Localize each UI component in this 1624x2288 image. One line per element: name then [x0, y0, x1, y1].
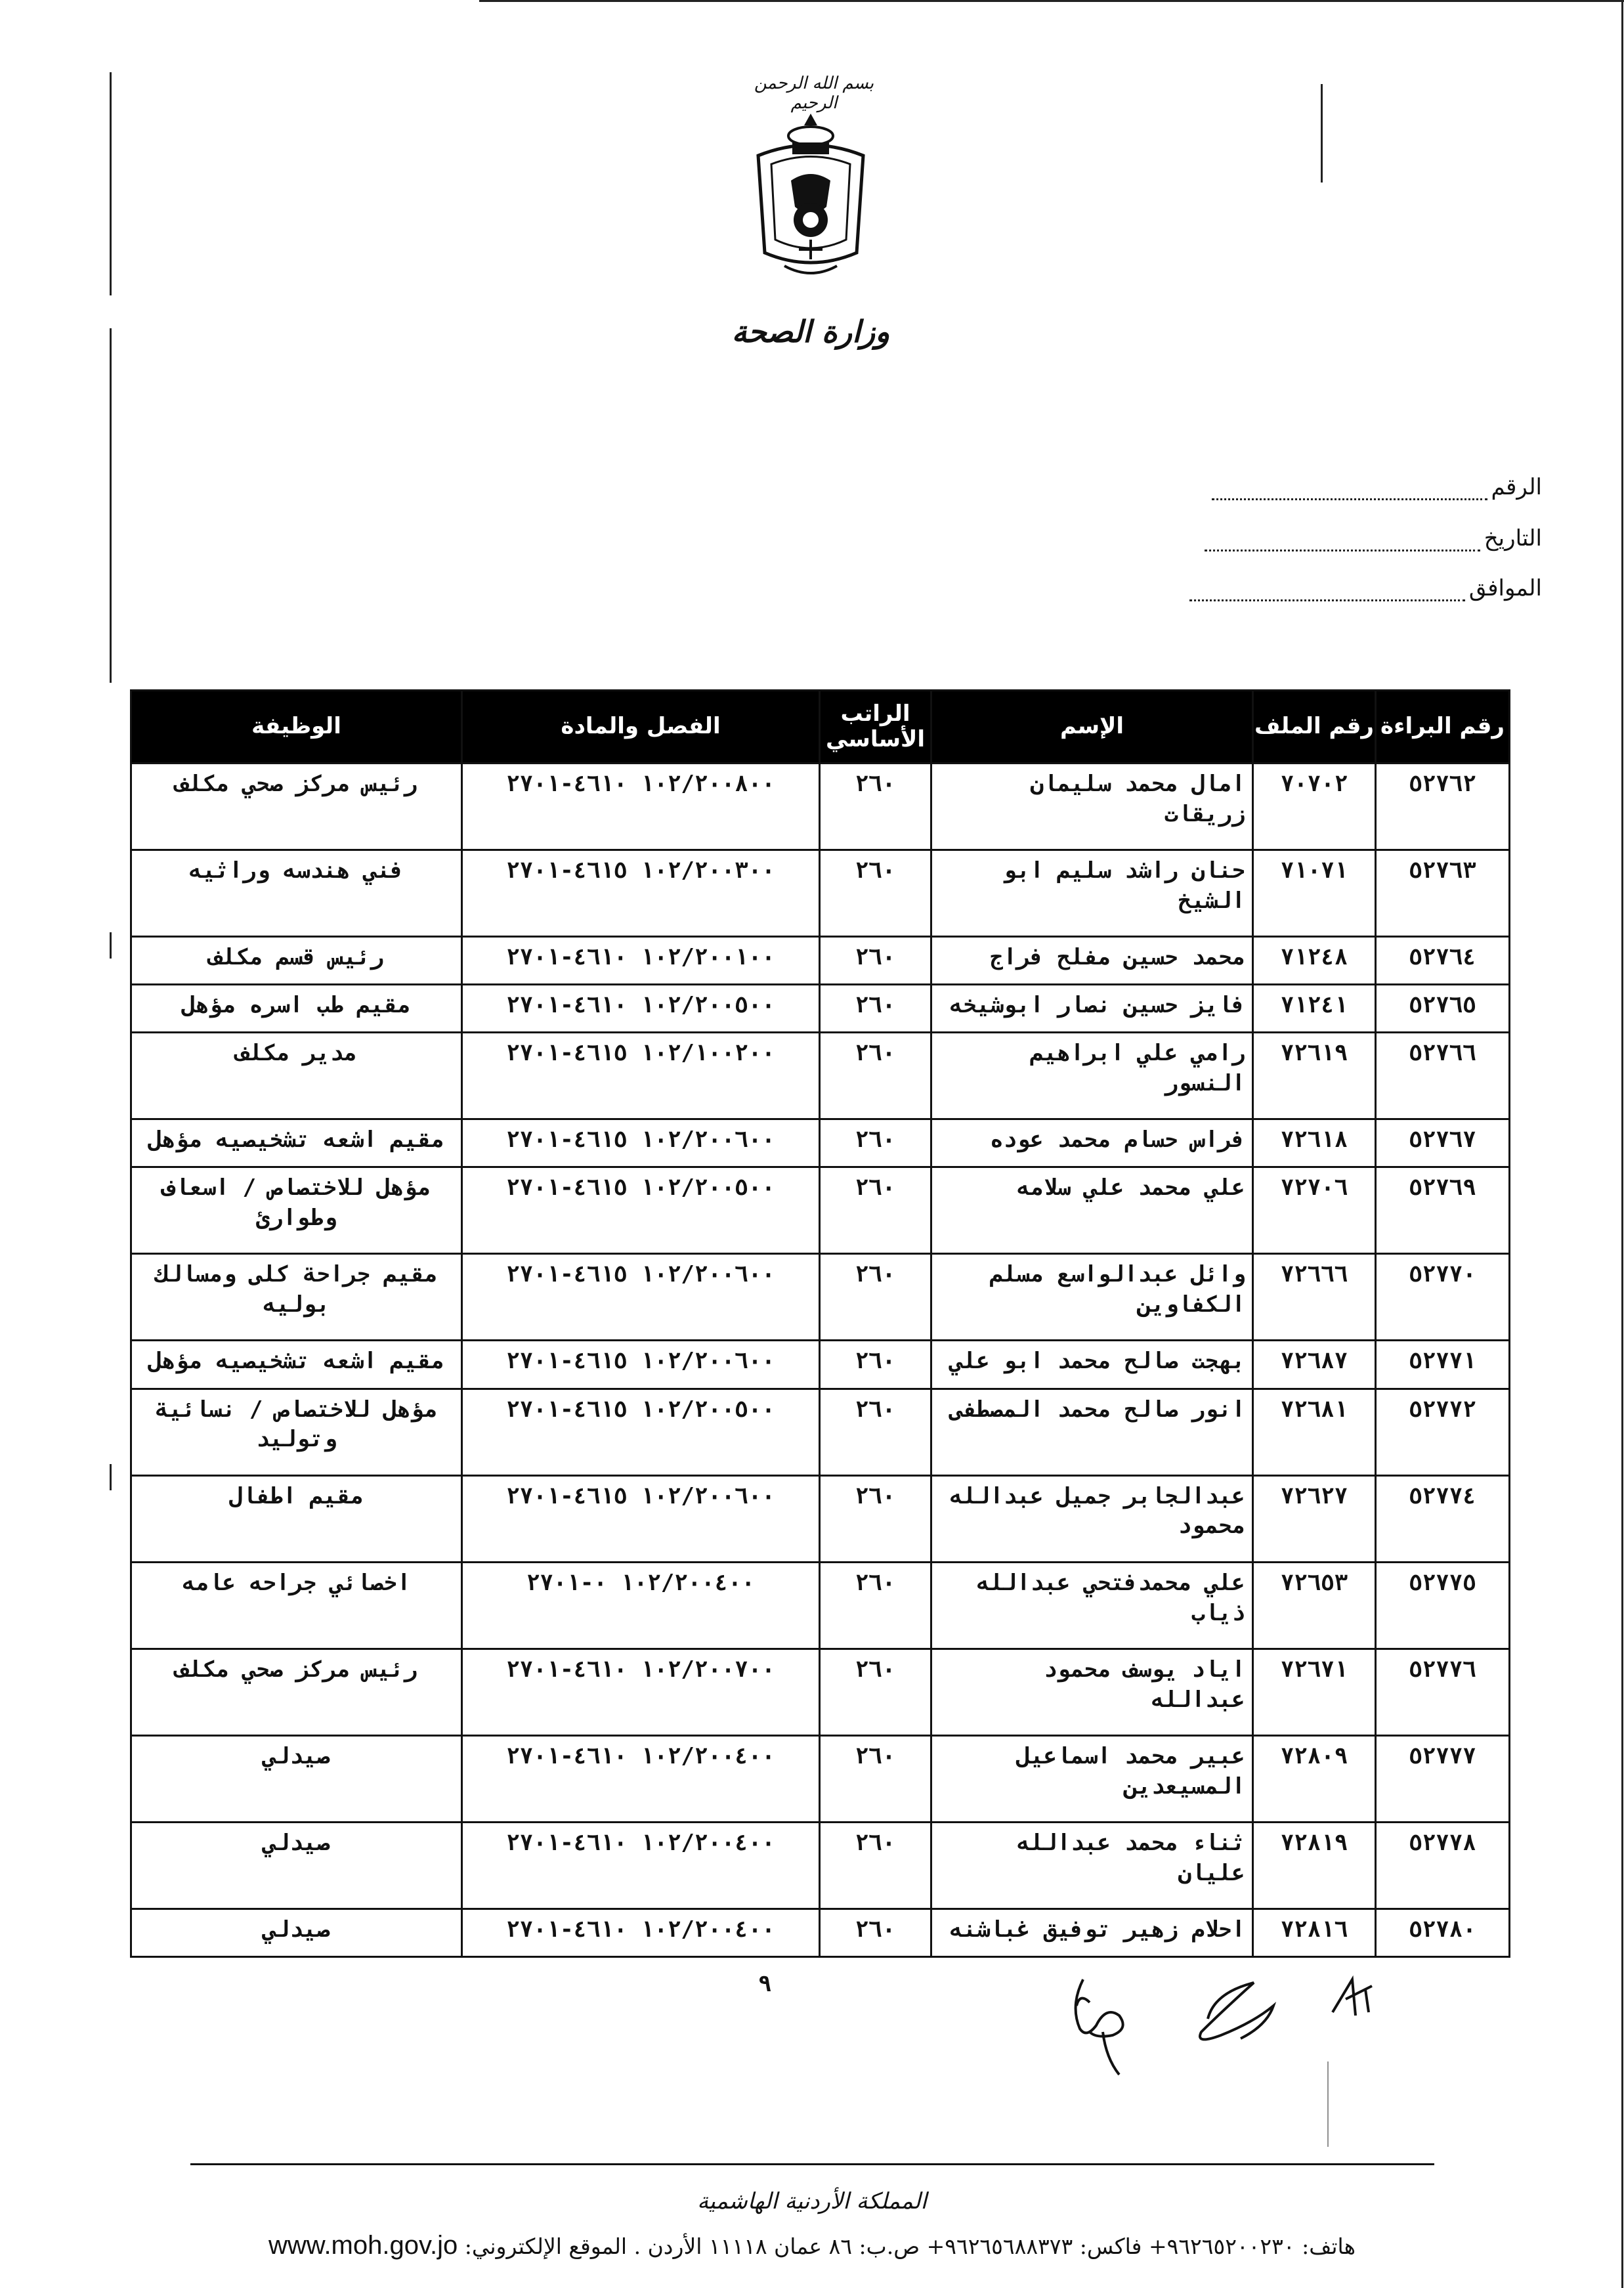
col-header-basic-salary: الراتب الأساسي: [820, 691, 931, 764]
handwritten-signatures: [1057, 1966, 1424, 2081]
receipt-no-cell: ٥٢٧٦٦: [1376, 1033, 1510, 1119]
name-cell: فراس حسام محمد عوده: [931, 1119, 1253, 1167]
scan-mark-left: [110, 328, 112, 683]
job-cell: مقيم جراحة كلى ومسالك بوليه: [131, 1254, 462, 1341]
receipt-no-cell: ٥٢٧٦٥: [1376, 985, 1510, 1033]
name-cell: وائل عبدالواسع مسلم الكفاوين: [931, 1254, 1253, 1341]
footer-divider: [190, 2163, 1434, 2165]
salary-cell: ٢٦٠: [820, 1735, 931, 1822]
table-row: [131, 1167, 1510, 1254]
salary-cell: ٢٦٠: [820, 1119, 931, 1167]
file-no-cell: ٧١٢٤٨: [1253, 937, 1376, 985]
job-cell: مؤهل للاختصاص / نسائية وتوليد: [131, 1389, 462, 1475]
file-no-cell: ٧٢٨٠٩: [1253, 1735, 1376, 1822]
salary-cell: ٢٦٠: [820, 1909, 931, 1956]
salary-cell: ٢٦٠: [820, 1167, 931, 1254]
footer-website-link[interactable]: www.moh.gov.jo: [268, 2231, 458, 2260]
file-no-cell: ٧٢٦١٨: [1253, 1119, 1376, 1167]
chapter-article-cell: ١٠٢/٢٠٠٦٠٠ ٤٦١٥-٢٧٠١: [462, 1341, 820, 1389]
name-cell: اياد يوسف محمود عبدالله: [931, 1649, 1253, 1735]
job-cell: اخصائي جراحه عامه: [131, 1562, 462, 1649]
receipt-no-cell: ٥٢٧٧٨: [1376, 1822, 1510, 1909]
corresponding-date-line: [1189, 582, 1465, 601]
chapter-article-cell: ١٠٢/٢٠٠٦٠٠ ٤٦١٥-٢٧٠١: [462, 1475, 820, 1562]
job-cell: صيدلي: [131, 1735, 462, 1822]
salary-cell: ٢٦٠: [820, 1475, 931, 1562]
date-field: [1205, 525, 1542, 551]
salary-cell: ٢٦٠: [820, 764, 931, 850]
jordan-coat-of-arms-emblem: [745, 108, 876, 286]
file-no-cell: ٧١٠٧١: [1253, 850, 1376, 937]
name-cell: محمد حسين مفلح فراج: [931, 937, 1253, 985]
table-row: [131, 1033, 1510, 1119]
chapter-article-cell: ١٠٢/٢٠٠٤٠٠ ٤٦١٠-٢٧٠١: [462, 1735, 820, 1822]
salary-cell: ٢٦٠: [820, 1254, 931, 1341]
salary-cell: ٢٦٠: [820, 1649, 931, 1735]
receipt-no-cell: ٥٢٧٧٧: [1376, 1735, 1510, 1822]
file-no-cell: ٧٢٦٥٣: [1253, 1562, 1376, 1649]
file-no-cell: ٧٢٧٠٦: [1253, 1167, 1376, 1254]
chapter-article-cell: ١٠٢/٢٠٠٨٠٠ ٤٦١٠-٢٧٠١: [462, 764, 820, 850]
col-header-chapter-article: الفصل والمادة: [462, 691, 820, 764]
reference-number-label: الرقم: [1491, 474, 1542, 500]
job-cell: مقيم اشعه تشخيصيه مؤهل: [131, 1119, 462, 1167]
table-row: [131, 1735, 1510, 1822]
salary-cell: ٢٦٠: [820, 850, 931, 937]
chapter-article-cell: ١٠٢/٢٠٠٦٠٠ ٤٦١٥-٢٧٠١: [462, 1254, 820, 1341]
name-cell: ثناء محمد عبدالله عليان: [931, 1822, 1253, 1909]
chapter-article-cell: ١٠٢/٢٠٠٦٠٠ ٤٦١٥-٢٧٠١: [462, 1119, 820, 1167]
salary-cell: ٢٦٠: [820, 1822, 931, 1909]
employee-table: [130, 689, 1508, 1958]
receipt-no-cell: ٥٢٧٧٦: [1376, 1649, 1510, 1735]
job-cell: مقيم اشعه تشخيصيه مؤهل: [131, 1341, 462, 1389]
table-row: [131, 850, 1510, 937]
chapter-article-cell: ١٠٢/٢٠٠٥٠٠ ٤٦١٥-٢٧٠١: [462, 1167, 820, 1254]
reference-number-field: [1212, 474, 1542, 500]
table-row: [131, 1389, 1510, 1475]
table-row: [131, 1341, 1510, 1389]
receipt-no-cell: ٥٢٧٧١: [1376, 1341, 1510, 1389]
table-row: [131, 1822, 1510, 1909]
chapter-article-cell: ١٠٢/٢٠٠٤٠٠ ٤٦١٠-٢٧٠١: [462, 1822, 820, 1909]
col-header-name: الإسم: [931, 691, 1253, 764]
chapter-article-cell: ١٠٢/٢٠٠٤٠٠ ٠-٢٧٠١: [462, 1562, 820, 1649]
page-number: ٩: [758, 1971, 772, 1997]
file-no-cell: ٧٢٦٢٧: [1253, 1475, 1376, 1562]
chapter-article-cell: ١٠٢/٢٠٠٥٠٠ ٤٦١٥-٢٧٠١: [462, 1389, 820, 1475]
table-row: [131, 937, 1510, 985]
table-row: [131, 764, 1510, 850]
name-cell: عبير محمد اسماعيل المسيعدين: [931, 1735, 1253, 1822]
file-no-cell: ٧٢٨١٩: [1253, 1822, 1376, 1909]
table-row: [131, 1475, 1510, 1562]
table-row: [131, 1909, 1510, 1956]
salary-cell: ٢٦٠: [820, 1562, 931, 1649]
name-cell: علي محمد علي سلامه: [931, 1167, 1253, 1254]
corresponding-date-field: [1189, 575, 1542, 601]
col-header-file-no: رقم الملف: [1253, 691, 1376, 764]
job-cell: فني هندسه وراثيه: [131, 850, 462, 937]
scan-mark-left: [110, 72, 112, 295]
name-cell: امال محمد سليمان زريقات: [931, 764, 1253, 850]
receipt-no-cell: ٥٢٧٧٢: [1376, 1389, 1510, 1475]
job-cell: صيدلي: [131, 1909, 462, 1956]
name-cell: رامي علي ابراهيم النسور: [931, 1033, 1253, 1119]
receipt-no-cell: ٥٢٧٦٩: [1376, 1167, 1510, 1254]
table-row: [131, 1254, 1510, 1341]
file-no-cell: ٧١٢٤١: [1253, 985, 1376, 1033]
salary-cell: ٢٦٠: [820, 985, 931, 1033]
file-no-cell: ٧٢٦٨٧: [1253, 1341, 1376, 1389]
name-cell: فايز حسين نصار ابوشيخه: [931, 985, 1253, 1033]
receipt-no-cell: ٥٢٧٦٣: [1376, 850, 1510, 937]
chapter-article-cell: ١٠٢/٢٠٠٤٠٠ ٤٦١٠-٢٧٠١: [462, 1909, 820, 1956]
receipt-no-cell: ٥٢٧٦٧: [1376, 1119, 1510, 1167]
scan-mark-left: [110, 1464, 112, 1490]
name-cell: احلام زهير توفيق غباشنه: [931, 1909, 1253, 1956]
receipt-no-cell: ٥٢٧٧٥: [1376, 1562, 1510, 1649]
name-cell: علي محمدفتحي عبدالله ذياب: [931, 1562, 1253, 1649]
job-cell: مقيم اطفال: [131, 1475, 462, 1562]
table-row: [131, 1562, 1510, 1649]
file-no-cell: ٧٢٦٨١: [1253, 1389, 1376, 1475]
corresponding-date-label: الموافق: [1468, 575, 1542, 601]
table-row: [131, 1119, 1510, 1167]
job-cell: رئيس مركز صحي مكلف: [131, 1649, 462, 1735]
date-label: التاريخ: [1484, 525, 1542, 551]
job-cell: صيدلي: [131, 1822, 462, 1909]
scan-border-right: [1621, 0, 1623, 2288]
salary-cell: ٢٦٠: [820, 1341, 931, 1389]
table-header-row: [131, 691, 1510, 764]
job-cell: مؤهل للاختصاص / اسعاف وطوارئ: [131, 1167, 462, 1254]
receipt-no-cell: ٥٢٧٦٤: [1376, 937, 1510, 985]
job-cell: رئيس قسم مكلف: [131, 937, 462, 985]
file-no-cell: ٧٢٨١٦: [1253, 1909, 1376, 1956]
job-cell: مقيم طب اسره مؤهل: [131, 985, 462, 1033]
reference-number-line: [1212, 481, 1487, 500]
file-no-cell: ٧٢٦٦٦: [1253, 1254, 1376, 1341]
receipt-no-cell: ٥٢٧٧٤: [1376, 1475, 1510, 1562]
bismillah-heading: بسم الله الرحمن الرحيم: [754, 74, 874, 113]
ministry-name: وزارة الصحة: [731, 314, 890, 349]
footer-contact-info: [0, 2231, 1624, 2260]
chapter-article-cell: ١٠٢/٢٠٠١٠٠ ٤٦١٠-٢٧٠١: [462, 937, 820, 985]
salary-cell: ٢٦٠: [820, 1389, 931, 1475]
table-row: [131, 1649, 1510, 1735]
scan-mark-left: [110, 932, 112, 959]
footer-kingdom-name: المملكة الأردنية الهاشمية: [697, 2188, 927, 2214]
name-cell: بهجت صالح محمد ابو علي: [931, 1341, 1253, 1389]
file-no-cell: ٧٢٦١٩: [1253, 1033, 1376, 1119]
salary-cell: ٢٦٠: [820, 1033, 931, 1119]
chapter-article-cell: ١٠٢/٢٠٠٣٠٠ ٤٦١٥-٢٧٠١: [462, 850, 820, 937]
col-header-receipt-no: رقم البراءة: [1376, 691, 1510, 764]
name-cell: عبدالجابر جميل عبدالله محمود: [931, 1475, 1253, 1562]
footer-contact-text: هاتف: ٩٦٢٦٥٢٠٠٢٣٠+ فاكس: ٩٦٢٦٥٦٨٨٣٧٣+ ص.ب: ٨٦ عمان ١١١١٨ الأردن . الموقع الإلكتروني:: [464, 2234, 1356, 2259]
job-cell: مدير مكلف: [131, 1033, 462, 1119]
name-cell: حنان راشد سليم ابو الشيخ: [931, 850, 1253, 937]
table-row: [131, 985, 1510, 1033]
job-cell: رئيس مركز صحي مكلف: [131, 764, 462, 850]
file-no-cell: ٧٠٧٠٢: [1253, 764, 1376, 850]
receipt-no-cell: ٥٢٧٨٠: [1376, 1909, 1510, 1956]
name-cell: انور صالح محمد المصطفى: [931, 1389, 1253, 1475]
col-header-job: الوظيفة: [131, 691, 462, 764]
salary-cell: ٢٦٠: [820, 937, 931, 985]
chapter-article-cell: ١٠٢/٢٠٠٥٠٠ ٤٦١٠-٢٧٠١: [462, 985, 820, 1033]
scan-border-top: [479, 0, 1624, 2]
chapter-article-cell: ١٠٢/١٠٠٢٠٠ ٤٦١٥-٢٧٠١: [462, 1033, 820, 1119]
scan-mark-right: [1321, 84, 1323, 183]
date-line: [1205, 532, 1480, 551]
receipt-no-cell: ٥٢٧٧٠: [1376, 1254, 1510, 1341]
receipt-no-cell: ٥٢٧٦٢: [1376, 764, 1510, 850]
chapter-article-cell: ١٠٢/٢٠٠٧٠٠ ٤٦١٠-٢٧٠١: [462, 1649, 820, 1735]
file-no-cell: ٧٢٦٧١: [1253, 1649, 1376, 1735]
